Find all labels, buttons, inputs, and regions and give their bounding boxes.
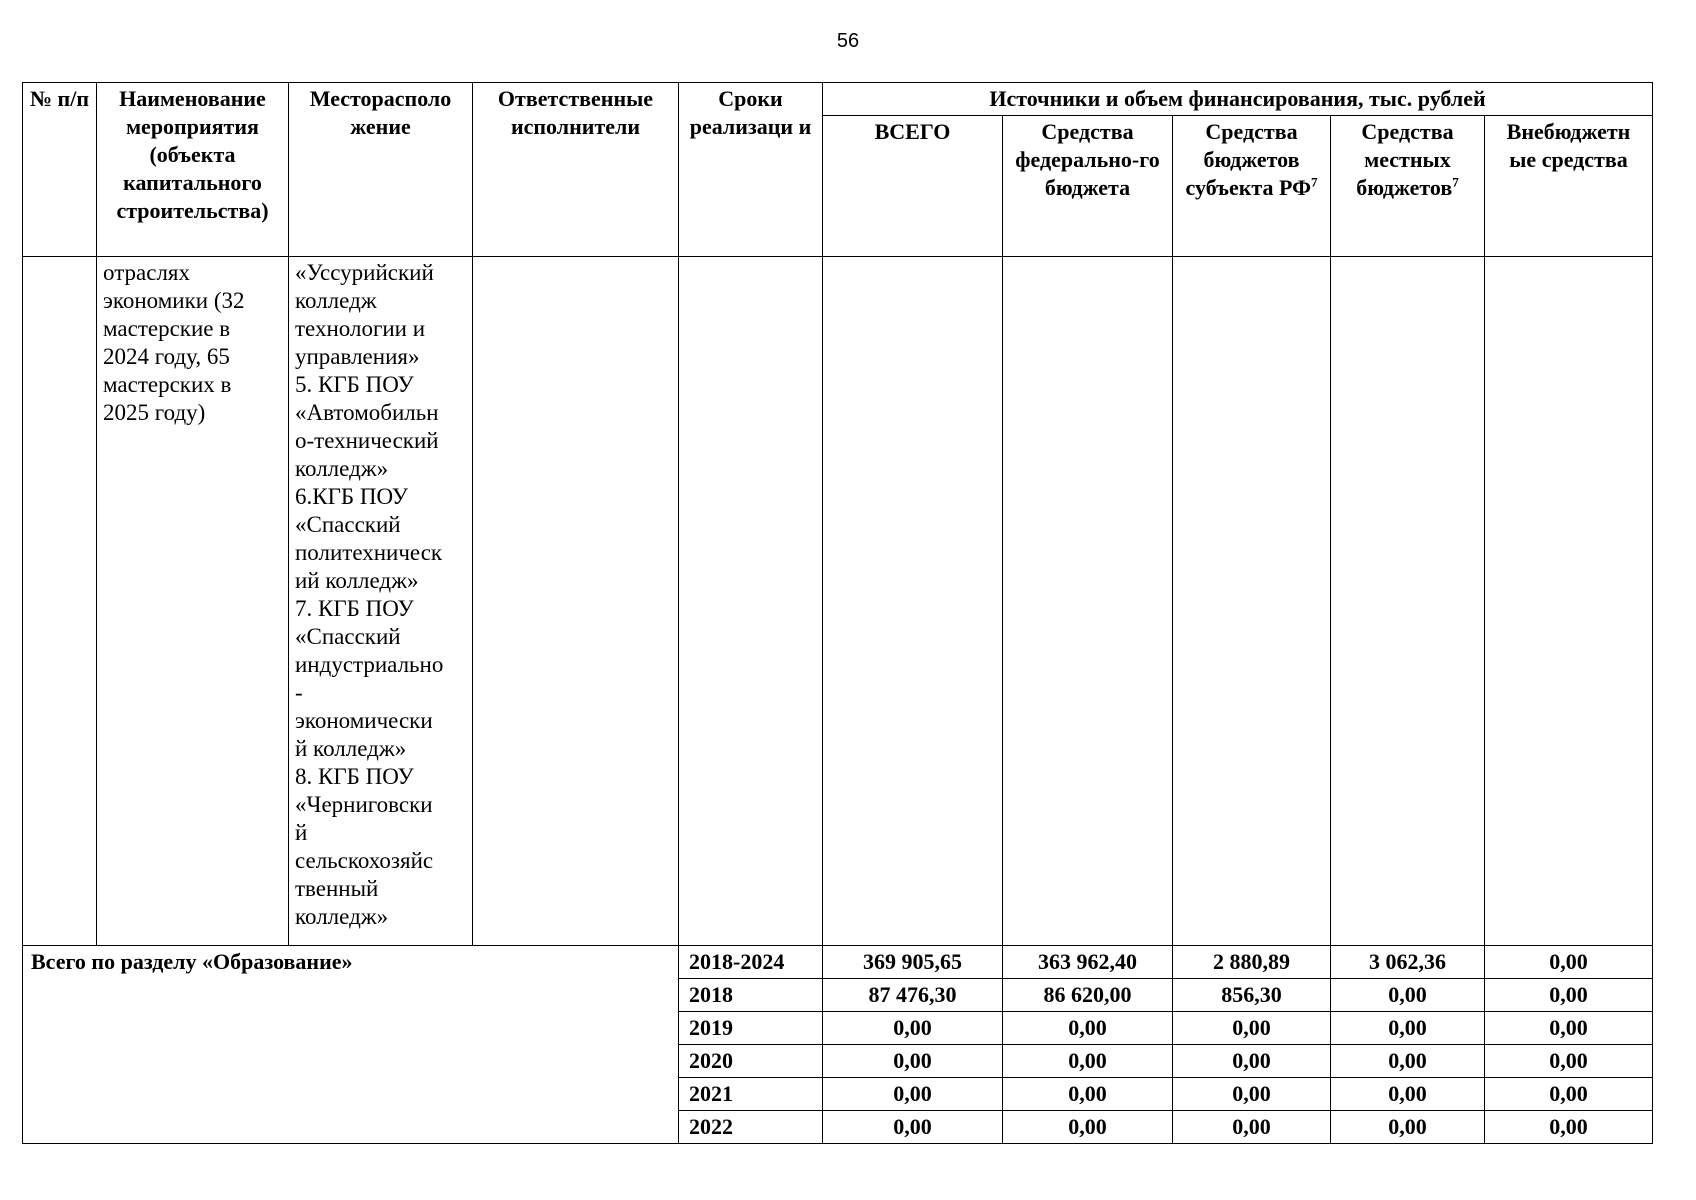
totals-label: Всего по разделу «Образование» (23, 946, 679, 1144)
value-total: 0,00 (823, 1111, 1003, 1144)
header-funding-group: Источники и объем финансирования, тыс. рублей (823, 83, 1653, 116)
header-location: Месторасполо жение (289, 83, 473, 257)
cell-total (823, 257, 1003, 946)
period: 2019 (679, 1012, 823, 1045)
value-federal: 0,00 (1003, 1078, 1173, 1111)
line: экономически (295, 708, 433, 733)
period: 2020 (679, 1045, 823, 1078)
line: мастерских в (103, 372, 232, 397)
line: ий колледж» (295, 568, 419, 593)
cell-extra (1485, 257, 1653, 946)
line: мастерские в (103, 316, 231, 341)
funding-table (22, 82, 1653, 1144)
value-federal: 0,00 (1003, 1012, 1173, 1045)
value-local: 0,00 (1331, 1111, 1485, 1144)
line: 6.КГБ ПОУ (295, 484, 409, 509)
line: твенный (295, 876, 379, 901)
value-subject: 0,00 (1173, 1078, 1331, 1111)
header-subject (1173, 116, 1331, 257)
line: индустриально (295, 652, 444, 677)
period: 2022 (679, 1111, 823, 1144)
line: «Черниговски (295, 792, 433, 817)
line: 2024 году, 65 (103, 344, 230, 369)
value-subject: 856,30 (1173, 979, 1331, 1012)
period: 2021 (679, 1078, 823, 1111)
value-subject: 2 880,89 (1173, 946, 1331, 979)
footnote-ref: 7 (1310, 174, 1318, 190)
period: 2018-2024 (679, 946, 823, 979)
header-executors: Ответственные исполнители (473, 83, 679, 257)
line: колледж» (295, 456, 389, 481)
header-subject-label: Средства бюджетов субъекта РФ (1185, 119, 1311, 200)
value-subject: 0,00 (1173, 1045, 1331, 1078)
header-name: Наименование мероприятия (объекта капитального строительства) (97, 83, 289, 257)
cell-terms (679, 257, 823, 946)
value-total: 369 905,65 (823, 946, 1003, 979)
header-local (1331, 116, 1485, 257)
value-local: 0,00 (1331, 1078, 1485, 1111)
cell-subject (1173, 257, 1331, 946)
line: политехническ (295, 540, 443, 565)
header-terms: Сроки реализаци и (679, 83, 823, 257)
period: 2018 (679, 979, 823, 1012)
value-total: 87 476,30 (823, 979, 1003, 1012)
header-num: № п/п (23, 83, 97, 257)
line: колледж» (295, 904, 389, 929)
line: сельскохозяйс (295, 848, 434, 873)
value-subject: 0,00 (1173, 1012, 1331, 1045)
cell-num (23, 257, 97, 946)
line: о-технический (295, 428, 439, 453)
value-extra: 0,00 (1485, 979, 1653, 1012)
line: «Спасский (295, 624, 401, 649)
footnote-ref: 7 (1452, 174, 1459, 190)
line: «Автомобильн (295, 400, 439, 425)
value-federal: 86 620,00 (1003, 979, 1173, 1012)
line: «Спасский (295, 512, 401, 537)
header-federal: Средства федерально-го бюджета (1003, 116, 1173, 257)
value-federal: 0,00 (1003, 1111, 1173, 1144)
line: колледж (295, 288, 377, 313)
line: й колледж» (295, 736, 407, 761)
header-local-label: Средства местных бюджетов (1356, 119, 1454, 200)
cell-executors (473, 257, 679, 946)
value-local: 3 062,36 (1331, 946, 1485, 979)
value-total: 0,00 (823, 1012, 1003, 1045)
line: отраслях (103, 260, 191, 285)
value-extra: 0,00 (1485, 946, 1653, 979)
line: технологии и (295, 316, 426, 341)
line: 8. КГБ ПОУ (295, 764, 414, 789)
header-total: ВСЕГО (823, 116, 1003, 257)
value-federal: 0,00 (1003, 1045, 1173, 1078)
value-extra: 0,00 (1485, 1078, 1653, 1111)
cell-name (97, 257, 289, 946)
line: экономики (32 (103, 288, 245, 313)
value-total: 0,00 (823, 1045, 1003, 1078)
line: 7. КГБ ПОУ (295, 596, 414, 621)
line: 2025 году) (103, 400, 206, 425)
value-federal: 363 962,40 (1003, 946, 1173, 979)
cell-local (1331, 257, 1485, 946)
value-extra: 0,00 (1485, 1012, 1653, 1045)
value-total: 0,00 (823, 1078, 1003, 1111)
line: й (295, 820, 308, 845)
cell-federal (1003, 257, 1173, 946)
page-number: 56 (836, 30, 860, 52)
line: - (295, 680, 303, 705)
line: 5. КГБ ПОУ (295, 372, 414, 397)
value-extra: 0,00 (1485, 1111, 1653, 1144)
value-extra: 0,00 (1485, 1045, 1653, 1078)
value-local: 0,00 (1331, 979, 1485, 1012)
line: управления» (295, 344, 420, 369)
total-row (23, 946, 1653, 979)
value-subject: 0,00 (1173, 1111, 1331, 1144)
value-local: 0,00 (1331, 1012, 1485, 1045)
line: «Уссурийский (295, 260, 434, 285)
value-local: 0,00 (1331, 1045, 1485, 1078)
header-extra: Внебюджетн ые средства (1485, 116, 1653, 257)
cell-location (289, 257, 473, 946)
